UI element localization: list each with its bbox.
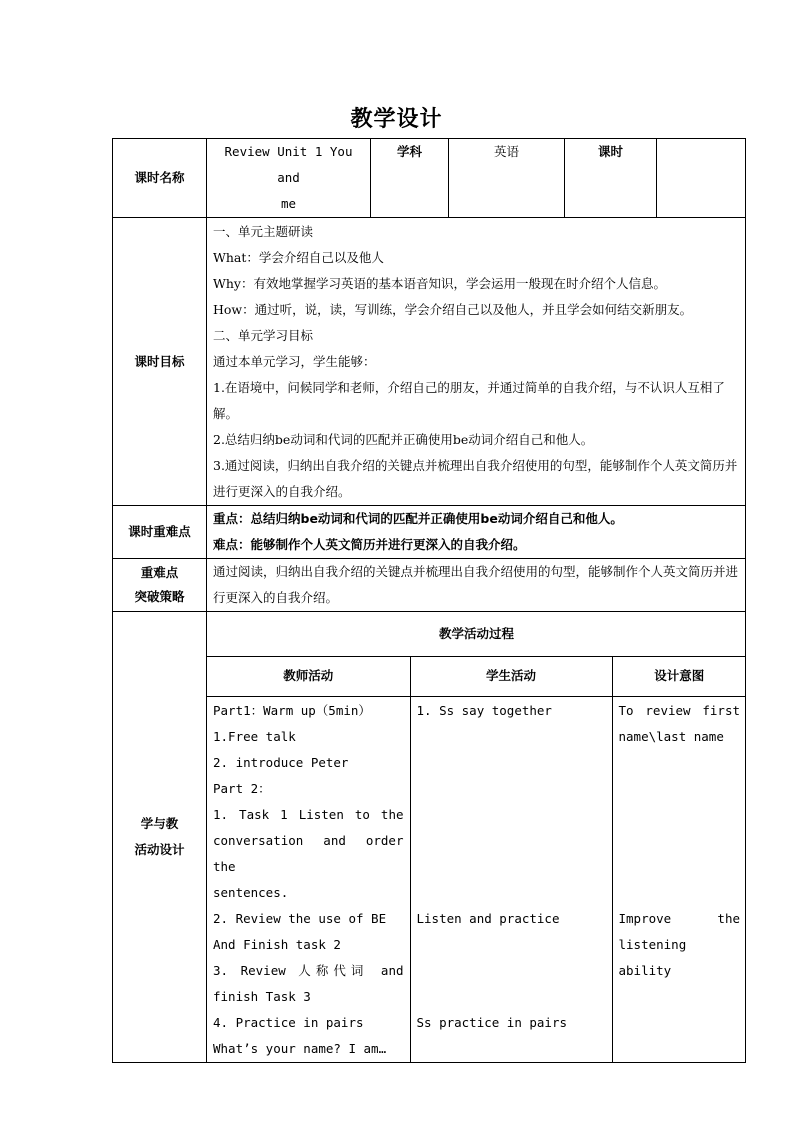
activities-row: [113, 612, 746, 1063]
activity-body-row: [207, 696, 746, 1062]
student-line-2: Listen and practice: [416, 910, 560, 926]
key-points-row: [113, 506, 746, 559]
lesson-name-label: 课时名称: [113, 139, 207, 218]
intent-line-1: To review first: [618, 702, 741, 718]
teacher-line: finish Task 3: [213, 988, 311, 1004]
strategy-row: [113, 559, 746, 612]
key-points-label: 课时重难点: [113, 506, 207, 559]
objective-line: How：通过听，说，读，写训练，学会介绍自己以及他人，并且学会如何结交新朋友。: [213, 302, 693, 317]
teacher-column-header: 教师活动: [207, 656, 410, 696]
period-label: 课时: [565, 139, 657, 218]
period-value: [657, 139, 746, 218]
strategy-label-line-1: 重难点: [140, 565, 179, 580]
intent-line-4: listening ability: [618, 936, 687, 978]
activities-content: [207, 612, 746, 1063]
strategy-label: [113, 559, 207, 612]
objective-line: 二、单元学习目标: [213, 328, 314, 343]
lesson-name-line-2: me: [280, 196, 297, 211]
column-header-row: [207, 656, 746, 696]
subject-label: 学科: [371, 139, 449, 218]
student-column-header: 学生活动: [410, 656, 612, 696]
strategy-label-line-2: 突破策略: [134, 589, 185, 604]
objective-line: 1.在语境中，问候同学和老师，介绍自己的朋友，并通过简单的自我介绍，与不认识人互相了解。: [213, 380, 725, 421]
student-line-3: Ss practice in pairs: [416, 1014, 568, 1030]
objective-line: 通过本单元学习，学生能够：: [213, 354, 376, 369]
teacher-line: 2. introduce Peter: [213, 754, 349, 770]
teacher-line: And Finish task 2: [213, 936, 341, 952]
activities-table: [207, 612, 746, 1062]
student-line-1: 1. Ss say together: [416, 702, 552, 718]
teacher-line: Part1：Warm up（5min）: [213, 702, 371, 718]
teacher-line: sentences.: [213, 884, 289, 900]
activities-label-line-2: 活动设计: [134, 841, 185, 857]
objective-line: What：学会介绍自己以及他人: [213, 250, 384, 265]
page-title: 教学设计: [350, 107, 443, 132]
activities-label: [113, 612, 207, 1063]
objective-line: Why：有效地掌握学习英语的基本语音知识，学会运用一般现在时介绍个人信息。: [213, 276, 666, 291]
lesson-plan-table: [112, 138, 746, 1063]
teacher-line: conversation and order the: [213, 832, 404, 874]
strategy-content: 通过阅读，归纳出自我介绍的关键点并梳理出自我介绍使用的句型，能够制作个人英文简历并进行更深入的自我介绍。: [207, 559, 746, 612]
intent-line-2: name\last name: [618, 728, 724, 744]
process-title-row: [207, 612, 746, 656]
header-row: [113, 139, 746, 218]
objectives-label: 课时目标: [113, 218, 207, 506]
subject-value: 英语: [449, 139, 565, 218]
activities-label-line-1: 学与教: [140, 815, 179, 831]
intent-column-header: 设计意图: [612, 656, 746, 696]
design-intent: [612, 696, 746, 1062]
teacher-activities: [207, 696, 410, 1062]
objective-line: 一、单元主题研读: [213, 224, 314, 239]
objective-line: 3.通过阅读，归纳出自我介绍的关键点并梳理出自我介绍使用的句型，能够制作个人英文简历并进行更深入的自我介绍。: [213, 458, 738, 499]
teacher-line: Part 2：: [213, 780, 271, 796]
lesson-name-value: [207, 139, 371, 218]
student-activities: [410, 696, 612, 1062]
teacher-line: 2. Review the use of BE: [213, 910, 387, 926]
difficulty-text: 难点：能够制作个人英文简历并进行更深入的自我介绍。: [213, 537, 526, 552]
lesson-name-line-1: Review Unit 1 You and: [224, 144, 353, 185]
objective-line: 2.总结归纳be动词和代词的匹配并正确使用be动词介绍自己和他人。: [213, 432, 594, 447]
intent-line-3: Improve the: [618, 910, 741, 926]
process-title: 教学活动过程: [207, 612, 746, 656]
teacher-line: 3. Review 人称代词 and: [213, 962, 404, 978]
focus-text: 重点：总结归纳be动词和代词的匹配并正确使用be动词介绍自己和他人。: [213, 511, 623, 526]
objectives-row: [113, 218, 746, 506]
teacher-line: 4. Practice in pairs: [213, 1014, 364, 1030]
teacher-line: What’s your name? I am…: [213, 1040, 387, 1056]
objectives-content: [207, 218, 746, 506]
teacher-line: 1.Free talk: [213, 728, 296, 744]
teacher-line: 1. Task 1 Listen to the: [213, 806, 404, 822]
key-points-content: [207, 506, 746, 559]
